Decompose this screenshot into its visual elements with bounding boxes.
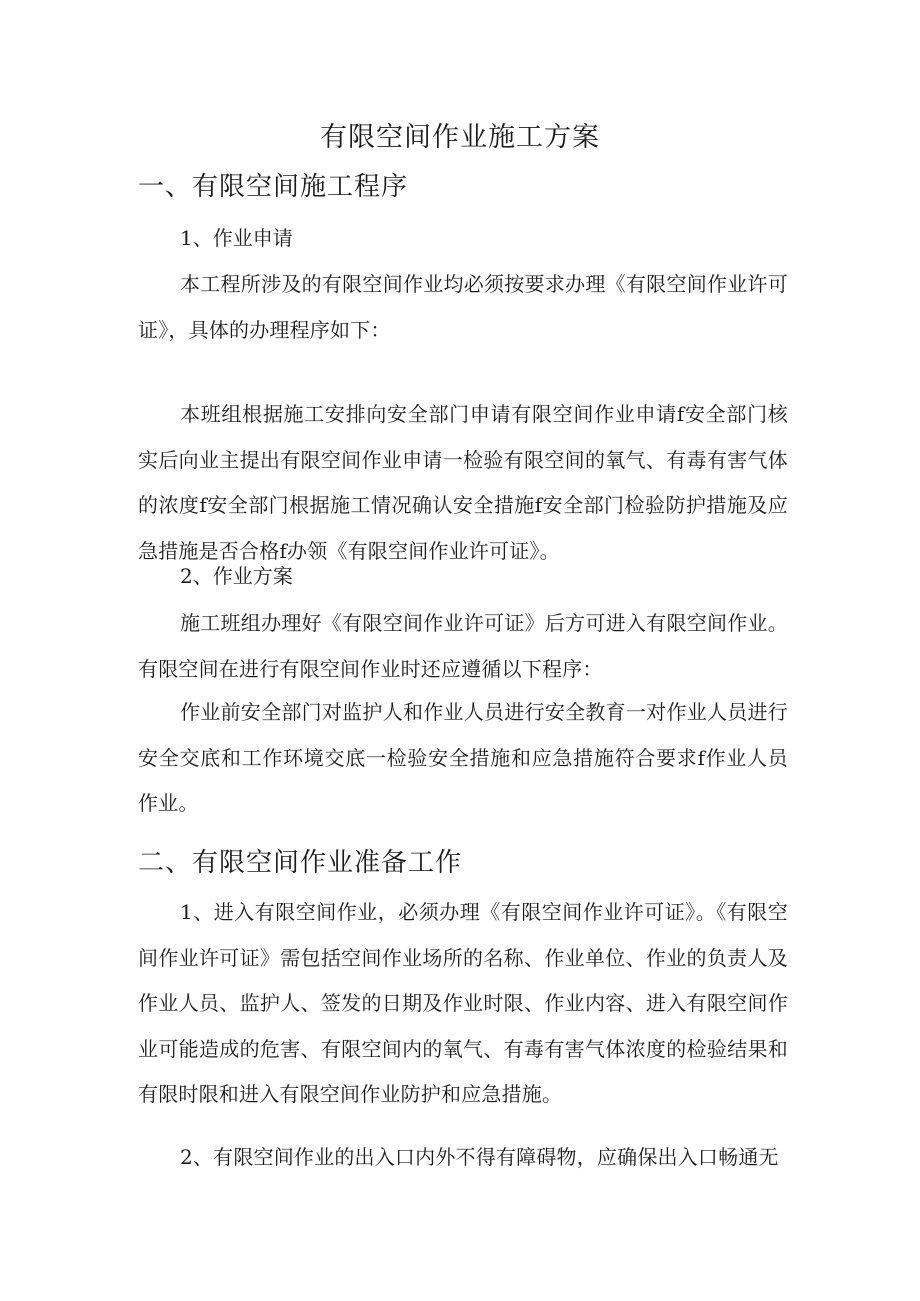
- subheading-work-plan: 2、作业方案: [180, 564, 293, 588]
- document-title: 有限空间作业施工方案: [320, 122, 600, 153]
- section-heading-preparation: 二、有限空间作业准备工作: [138, 848, 463, 878]
- paragraph-permit-requirement: 本工程所涉及的有限空间作业均必须按要求办理《有限空间作业许可证》，具体的办理程序如下：: [138, 272, 788, 342]
- paragraph-entrance-clearance: 2、有限空间作业的出入口内外不得有障碍物，应确保出入口畅通无: [180, 1145, 779, 1169]
- paragraph-entry-rule: 施工班组办理好《有限空间作业许可证》后方可进入有限空间作业。有限空间在进行有限空间作业时还应遵循以下程序：: [138, 611, 788, 681]
- paragraph-application-process: 本班组根据施工安排向安全部门申请有限空间作业申请f安全部门核实后向业主提出有限空间作业申请一检验有限空间的氧气、有毒有害气体的浓度f安全部门根据施工情况确认安全措施f安全部门检验防护措施及应急措施是否合格f办领《有限空间作业许可证》。: [138, 402, 788, 563]
- section-heading-procedure: 一、有限空间施工程序: [138, 172, 409, 202]
- paragraph-permit-contents: 1、进入有限空间作业，必须办理《有限空间作业许可证》。《有限空间作业许可证》需包括空间作业场所的名称、作业单位、作业的负责人及作业人员、监护人、签发的日期及作业时限、作业内容、进入有限空间作业可能造成的危害、有限空间内的氧气、有毒有害气体浓度的检验结果和有限时限和进入有限空间作业防护和应急措施。: [138, 900, 788, 1106]
- paragraph-work-procedure: 作业前安全部门对监护人和作业人员进行安全教育一对作业人员进行安全交底和工作环境交底一检验安全措施和应急措施符合要求f作业人员作业。: [138, 700, 788, 815]
- subheading-application: 1、作业申请: [180, 226, 293, 250]
